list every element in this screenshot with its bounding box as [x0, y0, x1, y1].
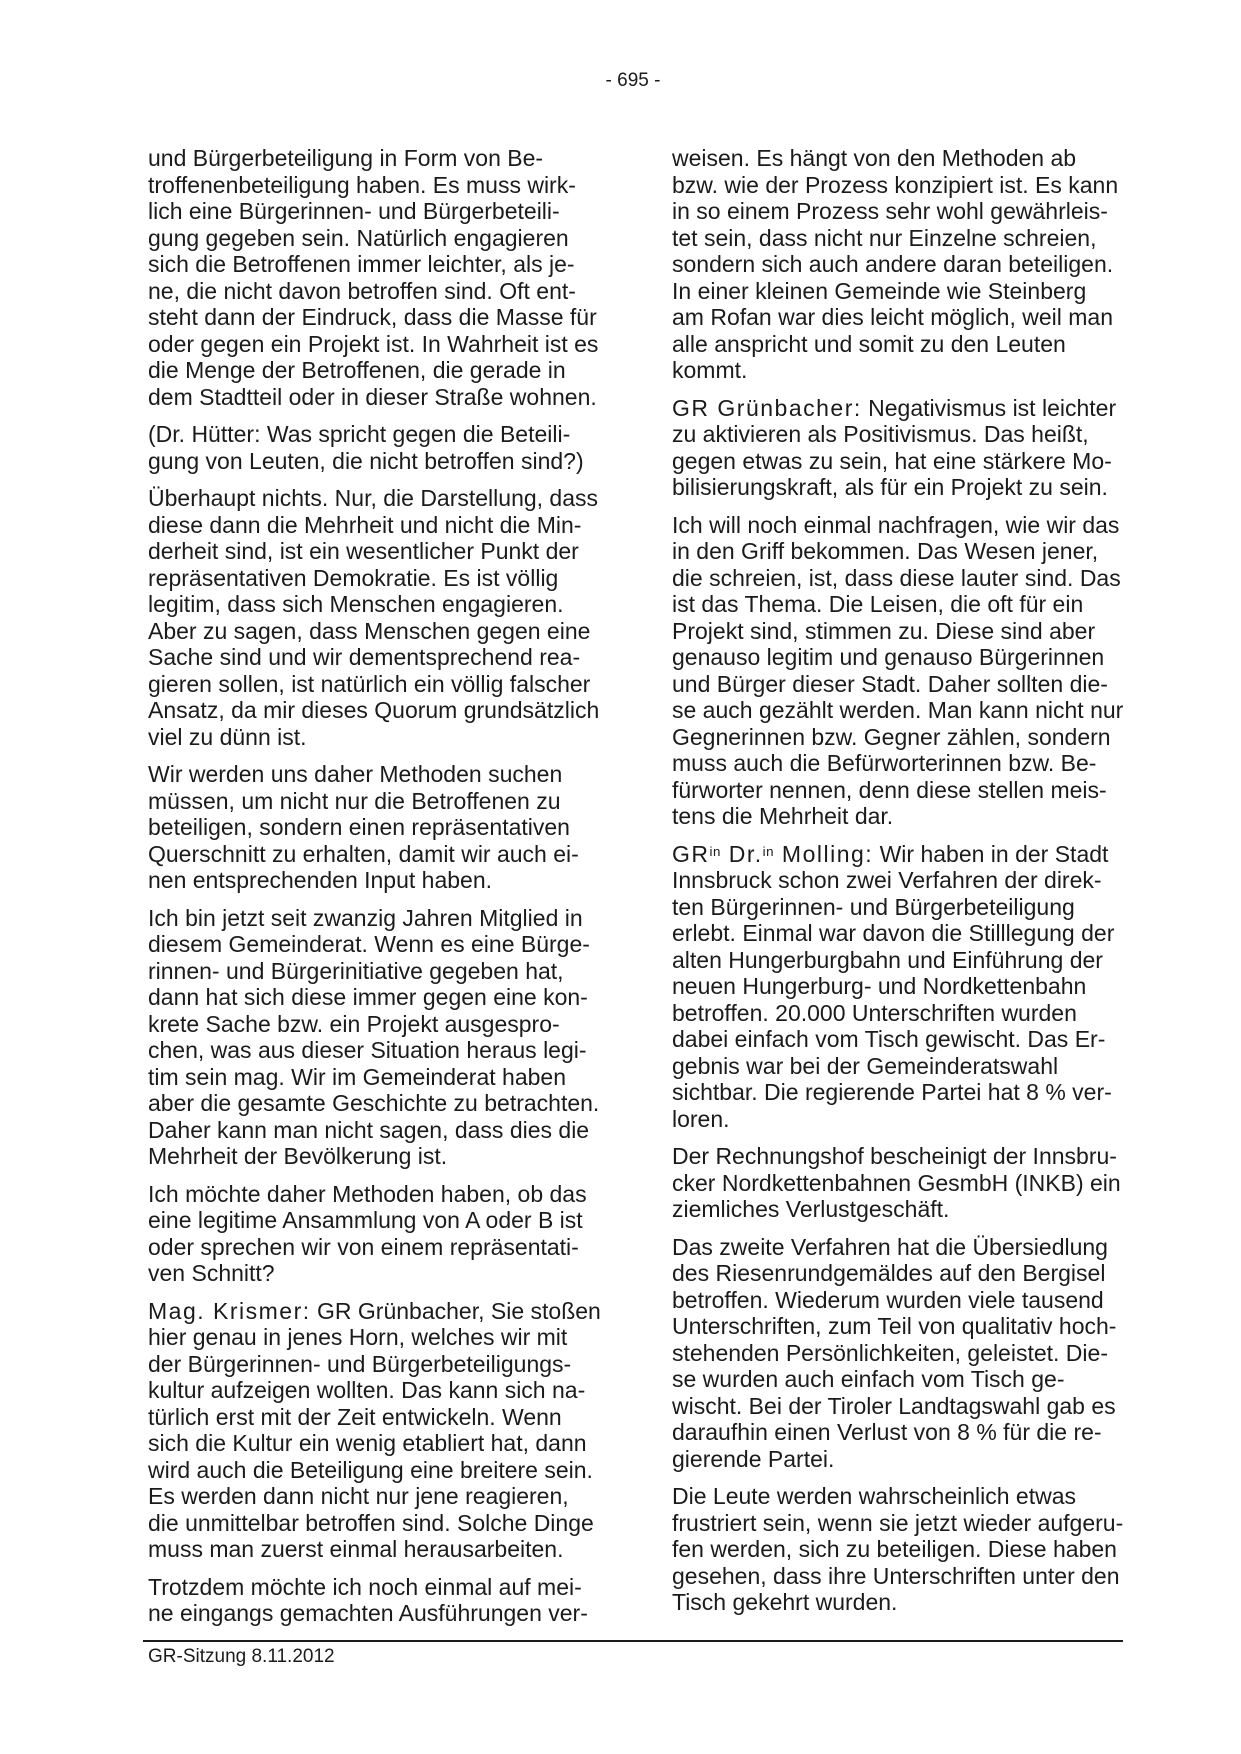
speaker-name: Mag. Krismer:	[148, 1297, 311, 1324]
paragraph: Die Leute werden wahrscheinlich etwas frustriert sein, wenn sie jetzt wieder aufgeru- fen werden, sich zu beteiligen. Diese haben gesehen, dass ihre Unterschriften unter den Tisch gekehrt wurden.	[672, 1483, 1124, 1615]
paragraph: (Dr. Hütter: Was spricht gegen die Beteili- gung von Leuten, die nicht betroffen sind?)	[148, 421, 584, 474]
left-column	[148, 145, 618, 1638]
speaker-name: GR Grünbacher:	[672, 394, 862, 421]
paragraph: weisen. Es hängt von den Methoden ab bzw. wie der Prozess konzipiert ist. Es kann in so einem Prozess sehr wohl gewährleis- tet sein, dass nicht nur Einzelne schreien, sondern sich auch andere daran beteiligen. In einer kleinen Gemeinde wie Steinberg am Rofan war dies leicht möglich, weil man alle anspricht und somit zu den Leuten kommt.	[672, 145, 1119, 383]
speaker-name: $GR^{in}$ Dr.$^{in}$ Molling:	[672, 840, 874, 867]
paragraph: Mag. Krismer: GR Grünbacher, Sie stoßen hier genau in jenes Horn, welches wir mit der Bürgerinnen- und Bürgerbeteiligungs- kultur aufzeigen wollten. Das kann sich na- türlich erst mit der Zeit entwickeln. Wenn sich die Kultur ein wenig etabliert hat, dann wird auch die Beteiligung eine breitere sein. Es werden dann nicht nur jene reagieren, die unmittelbar betroffen sind. Solche Dinge muss man zuerst einmal herausarbeiten.	[148, 1297, 601, 1562]
paragraph: Ich möchte daher Methoden haben, ob das eine legitime Ansammlung von A oder B ist oder sprechen wir von einem repräsentati- ven Schnitt?	[148, 1180, 587, 1286]
paragraph: Der Rechnungshof bescheinigt der Innsbru- cker Nordkettenbahnen GesmbH (INKB) ein ziemliches Verlustgeschäft.	[672, 1143, 1121, 1222]
paragraph: Das zweite Verfahren hat die Übersiedlung des Riesenrundgemäldes auf den Bergisel betroffen. Wiederum wurden viele tausend Unterschriften, zum Teil von qualitativ hoch- stehenden Persönlichkeiten, geleistet. Die- se wurden auch einfach vom Tisch ge- wischt. Bei der Tiroler Landtagswahl gab es daraufhin einen Verlust von 8 % für die re- gierende Partei.	[672, 1233, 1117, 1472]
superscript-suffix: in	[709, 843, 721, 859]
paragraph: Wir werden uns daher Methoden suchen müssen, um nicht nur die Betroffenen zu beteiligen, sondern einen repräsentativen Querschnitt zu erhalten, damit wir auch ei- nen entsprechenden Input haben.	[148, 761, 579, 893]
paragraph: Überhaupt nichts. Nur, die Darstellung, dass diese dann die Mehrheit und nicht die Min- derheit sind, ist ein wesentlicher Punkt der repräsentativen Demokratie. Es ist völlig legitim, dass sich Menschen engagieren. Aber zu sagen, dass Menschen gegen eine Sache sind und wir dementsprechend rea- gieren sollen, ist natürlich ein völlig falscher Ansatz, da mir dieses Quorum grundsätzlich viel zu dünn ist.	[148, 485, 600, 750]
page-number: - 695 -	[605, 70, 661, 91]
paragraph: $GR^{in}$ Dr.$^{in}$ Molling: Wir haben in der Stadt Innsbruck schon zwei Verfahren der direk- ten Bürgerinnen- und Bürgerbeteiligung erlebt. Einmal war davon die Stilllegung der alten Hungerburgbahn und Einführung der neuen Hungerburg- und Nordkettenbahn betroffen. 20.000 Unterschriften wurden dabei einfach vom Tisch gewischt. Das Er- gebnis war bei der Gemeinderatswahl sichtbar. Die regierende Partei hat 8 % ver- loren.	[672, 840, 1115, 1132]
paragraph: und Bürgerbeteiligung in Form von Be- troffenenbeteiligung haben. Es muss wirk- lich eine Bürgerinnen- und Bürgerbeteili- gung gegeben sein. Natürlich engagieren sich die Betroffenen immer leichter, als je- ne, die nicht davon betroffen sind. Oft ent- steht dann der Eindruck, dass die Masse für oder gegen ein Projekt ist. In Wahrheit ist es die Menge der Betroffenen, die gerade in dem Stadtteil oder in dieser Straße wohnen.	[148, 145, 599, 410]
paragraph: Ich will noch einmal nachfragen, wie wir das in den Griff bekommen. Das Wesen jener, die schreien, ist, dass diese lauter sind. Das ist das Thema. Die Leisen, die oft für ein Projekt sind, stimmen zu. Diese sind aber genauso legitim und genauso Bürgerinnen und Bürger dieser Stadt. Daher sollten die- se auch gezählt werden. Man kann nicht nur Gegnerinnen bzw. Gegner zählen, sondern muss auch die Befürworterinnen bzw. Be- fürworter nennen, denn diese stellen meis- tens die Mehrheit dar.	[672, 511, 1124, 829]
paragraph: GR Grünbacher: Negativismus ist leichter zu aktivieren als Positivismus. Das heißt, gegen etwas zu sein, hat eine stärkere Mo- bilisierungskraft, als für ein Projekt zu sein.	[672, 394, 1117, 500]
right-column	[672, 145, 1142, 1627]
paragraph: Trotzdem möchte ich noch einmal auf mei- ne eingangs gemachten Ausführungen ver-	[148, 1573, 588, 1626]
superscript-suffix: in	[762, 843, 775, 859]
footer-session-label: GR-Sitzung 8.11.2012	[148, 1646, 335, 1667]
paragraph: Ich bin jetzt seit zwanzig Jahren Mitglied in diesem Gemeinderat. Wenn es eine Bürge- rinnen- und Bürgerinitiative gegeben hat, dann hat sich diese immer gegen eine kon- krete Sache bzw. ein Projekt ausgespro- chen, was aus dieser Situation heraus legi- tim sein mag. Wir im Gemeinderat haben aber die gesamte Geschichte zu betrachten. Daher kann man nicht sagen, dass dies die Mehrheit der Bevölkerung ist.	[148, 904, 600, 1169]
footer-rule	[143, 1640, 1123, 1642]
